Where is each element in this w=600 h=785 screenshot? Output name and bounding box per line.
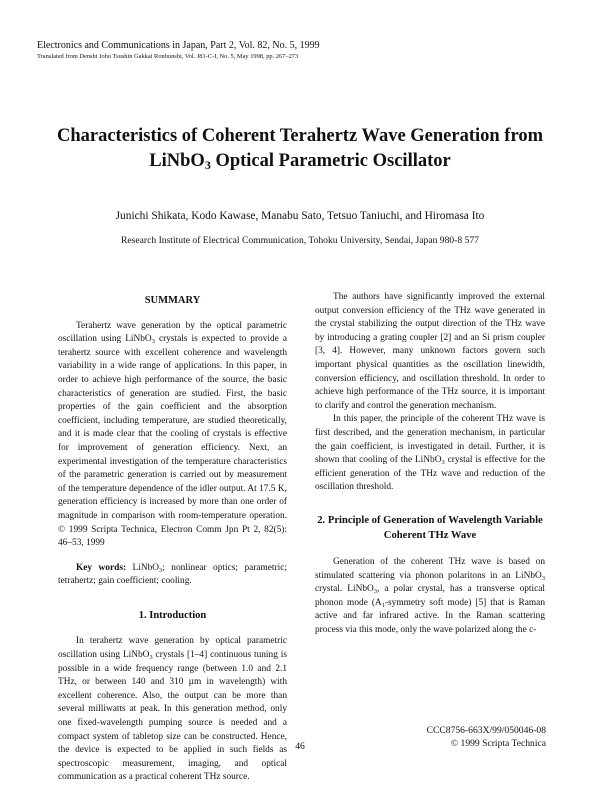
page-number: 46: [295, 741, 305, 752]
intro-heading: 1. Introduction: [138, 609, 207, 621]
ccc-code: CCC8756-663X/99/050046-08: [426, 725, 546, 736]
intro-paragraph-2: The authors have significantly improved the external output conversion efficiency of the THz wave generated in the crystal stabilizing the output direction of the THz wave by introducing a grating coupler [2] and an Si prism coupler [3, 4]. However, many unknown factors govern such important physical quantities as the oscillation linewidth, conversion efficiency, and oscillation threshold. In order to achieve high performance of the THz source, it is important to clarify and control the generation mechanism.: [315, 292, 545, 411]
journal-citation: Electronics and Communications in Japan, Part 2, Vol. 82, No. 5, 1999: [37, 40, 320, 51]
translation-note: Translated from Denshi Joho Tsushin Gakkai Ronbunshi, Vol. J81-C-I, No. 5, May 1998, pp. 267–273: [37, 53, 299, 60]
section-2-heading: 2. Principle of Generation of Wavelength Variable Coherent THz Wave: [317, 514, 543, 541]
copyright-line: © 1999 Scripta Technica: [450, 738, 546, 749]
intro-paragraph-1: In terahertz wave generation by optical parametric oscillation using LiNbO$_3$ crystals [1–4] continuous tuning is possible in a wide frequency range (between 1.0 and 2.1 THz, or between 140 and 310 µm in wavelength) with excellent coherence. Also, the output can be more than several milliwatts at peak. In this generation method, only one fixed-wavelength pumping source is needed and a compact system of tabletop size can be constructed. Hence, the device is expected to be applied in such fields as spectroscopic measurement, imaging, and optical communication as a practical coherent THz source.: [58, 636, 287, 783]
title-line-2: LiNbO$_3$ Optical Parametric Oscillator: [149, 151, 451, 172]
paper-title: [20, 124, 580, 174]
section-2-paragraph-1: Generation of the coherent THz wave is based on stimulated scattering via phonon polaritons in an LiNbO$_3$ crystal. LiNbO$_3$, a polar crystal, has a transverse optical phonon mode ($A_1$-symmetry soft mode) [5] that is Raman active and far infrared active. In the Raman scattering process via this mode, only the wave polarized along the c-: [315, 556, 545, 635]
affiliation: Research Institute of Electrical Communication, Tohoku University, Sendai, Japan 980-8 577: [121, 235, 479, 246]
intro-paragraph-3: In this paper, the principle of the coherent THz wave is first described, and the generation mechanism, in particular the gain coefficient, is investigated in detail. Further, it is shown that cooling of the LiNbO$_3$ crystal is effective for the efficient generation of the THz wave and reduction of the oscillation threshold.: [315, 414, 545, 493]
summary-text: Terahertz wave generation by the optical parametric oscillation using LiNbO$_3$ crystals is expected to provide a terahertz source with excellent coherence and wavelength variability in a wide range of applications. In this paper, in order to achieve high performance of the source, the basic characteristics of generation are studied. First, the basic properties of the gain coefficient and the absorption coefficient, including temperature, are studied theoretically, and it is made clear that the cooling of crystals is effective for improvement of generation efficiency. Next, an experimental investigation of the temperature characteristics of the parametric generation is carried out by measurement of the temperature dependence of the idler output. At 17.5 K, generation efficiency is increased by more than one order of magnitude in comparison with room-temperature operation. © 1999 Scripta Technica, Electron Comm Jpn Pt 2, 82(5): 46–53, 1999: [58, 320, 287, 549]
right-column: [315, 291, 545, 637]
title-line-1: Characteristics of Coherent Terahertz Wave Generation from: [56, 126, 544, 146]
left-column: [58, 294, 287, 785]
keywords: Key words: LiNbO$_3$; nonlinear optics; parametric; tetrahertz; gain coefficient; cooling.: [58, 562, 287, 587]
summary-heading: SUMMARY: [144, 295, 201, 306]
author-list: Junichi Shikata, Kodo Kawase, Manabu Sato, Tetsuo Taniuchi, and Hiromasa Ito: [115, 210, 485, 222]
